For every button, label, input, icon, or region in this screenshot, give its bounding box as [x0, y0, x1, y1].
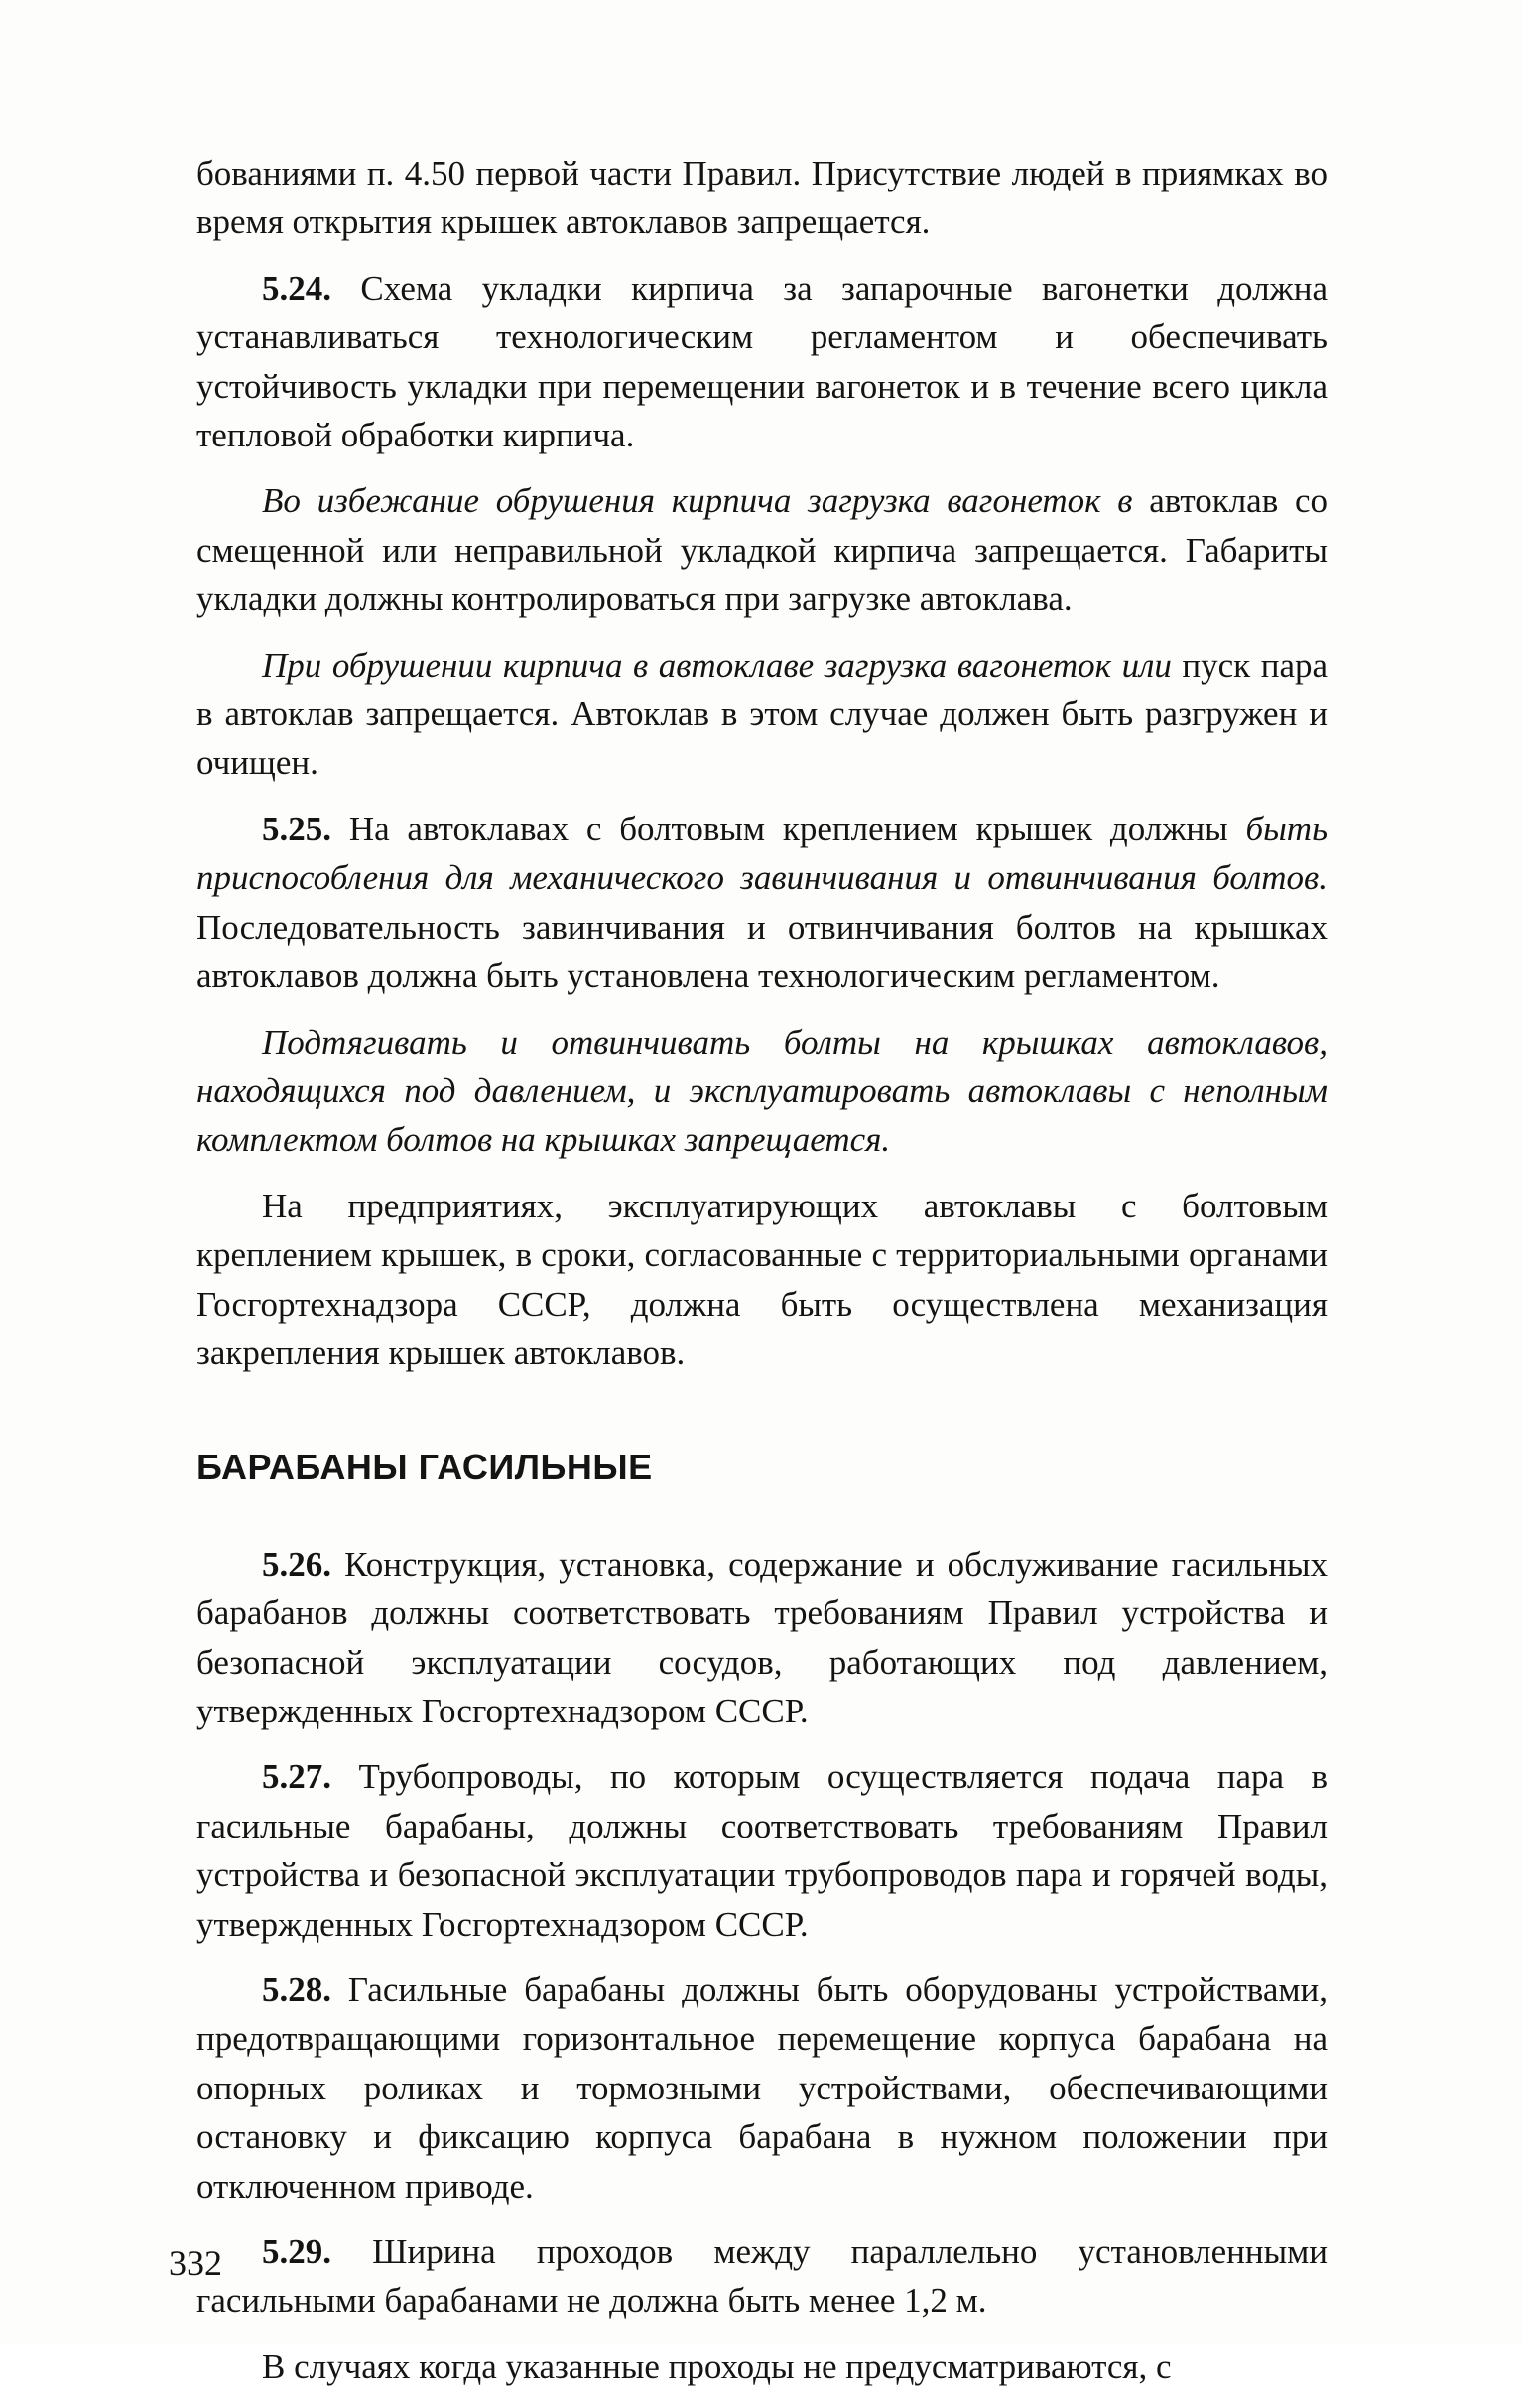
section-number: 5.24. — [262, 268, 331, 308]
section-text: Конструкция, установка, содержание и обслуживание гасильных барабанов должны соответствовать требованиям Правил устройства и безопасной эксплуатации сосудов, работающих под давлением, утвержденных Госгортехнадзором СССР. — [196, 1544, 1328, 1730]
section-heading: БАРАБАНЫ ГАСИЛЬНЫЕ — [196, 1447, 653, 1488]
section-number: 5.28. — [262, 1970, 331, 2009]
paragraph-last — [196, 2343, 1328, 2391]
paragraph-text: автоклав со смещенной или неправильной укладкой кирпича запрещается. Габариты укладки должны контролироваться при загрузке автоклава. — [196, 481, 1328, 619]
section-text: Последовательность завинчивания и отвинчивания болтов на крышках автоклавов должна быть установлена технологическим регламентом. — [196, 907, 1328, 996]
paragraph-5-24-3 — [196, 641, 1328, 788]
section-text: Гасильные барабаны должны быть оборудованы устройствами, предотвращающими горизонтальное перемещение корпуса барабана на опорных роликах и тормозными устройствами, обеспечивающими остановку и фиксацию корпуса барабана в нужном положении при отключенном приводе. — [196, 1970, 1329, 2206]
section-text: Ширина проходов между параллельно установленными гасильными барабанами не должна быть менее 1,2 м. — [196, 2232, 1329, 2321]
paragraph-text: бованиями п. 4.50 первой части Правил. Присутствие людей в приямках во время открытия крышек автоклавов запрещается. — [196, 154, 1328, 242]
section-number: 5.27. — [262, 1757, 331, 1797]
italic-text: вагонеток — [956, 645, 1112, 685]
paragraph-5-25-2 — [196, 1018, 1328, 1165]
paragraph-text: пуск пара в автоклав запрещается. Автоклав в этом случае должен быть разгружен и очищен. — [196, 645, 1329, 783]
italic-text: При обрушении кирпича в автоклаве загрузка — [262, 645, 948, 685]
paragraph-5-24-2 — [196, 476, 1328, 623]
section-5-28 — [196, 1965, 1328, 2211]
section-text: Схема укладки кирпича за запарочные вагонетки должна устанавливаться технологическим регламентом и обеспечивать устойчивость укладки при перемещении вагонеток и в течение всего цикла тепловой обработки кирпича. — [196, 268, 1328, 455]
section-5-26 — [196, 1540, 1328, 1736]
section-5-25 — [196, 805, 1328, 1001]
paragraph-continuation — [196, 149, 1328, 247]
section-5-24 — [196, 264, 1328, 460]
text-column — [196, 149, 1328, 2408]
section-number: 5.29. — [262, 2232, 331, 2272]
section-text: На автоклавах с болтовым креплением крышек должны — [348, 809, 1228, 848]
section-5-27 — [196, 1752, 1328, 1949]
section-number: 5.25. — [262, 809, 331, 848]
section-number: 5.26. — [262, 1544, 331, 1584]
paragraph-text: В случаях когда указанные проходы не предусматриваются, с — [262, 2346, 1172, 2386]
section-text: Трубопроводы, по которым осуществляется подача пара в гасильные барабаны, должны соответствовать требованиям Правил устройства и безопасной эксплуатации трубопроводов пара и горячей воды, утвержденных Госгортехнадзором СССР. — [196, 1757, 1328, 1944]
italic-text: или — [1121, 645, 1172, 685]
page-number: 332 — [169, 2243, 222, 2283]
paragraph-5-25-3 — [196, 1182, 1328, 1378]
paragraph-text: На предприятиях, эксплуатирующих автоклавы с болтовым креплением крышек, в сроки, согласованные с территориальными органами Госгортехнадзора СССР, должна быть осуществлена механизация закрепления крышек автоклавов. — [196, 1186, 1328, 1372]
section-5-29 — [196, 2227, 1328, 2326]
italic-text: Во избежание обрушения кирпича загрузка вагонеток в — [262, 481, 1133, 521]
italic-text: быть приспособления для механического завинчивания и отвинчивания болтов. — [196, 809, 1328, 898]
italic-text: Подтягивать и отвинчивать болты на крышках автоклавов, находящихся под давлением, и эксплуатировать автоклавы с неполным комплектом болтов на крышках запрещается. — [196, 1022, 1328, 1160]
